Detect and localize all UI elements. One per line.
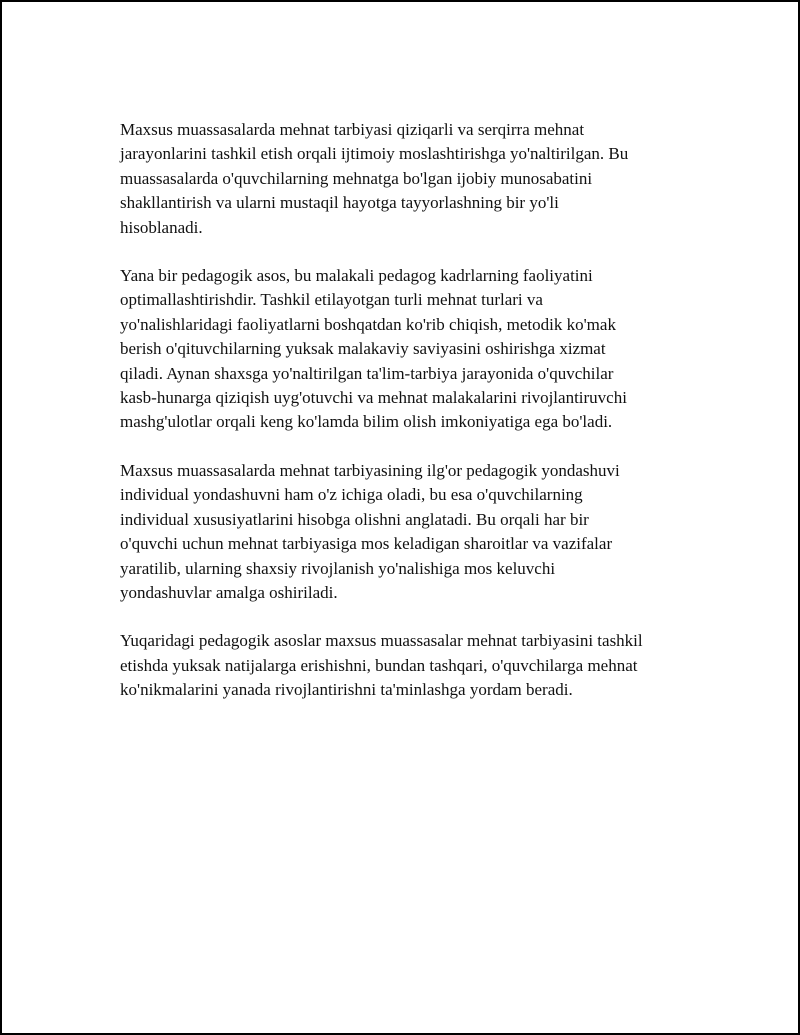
text-line: yaratilib, ularning shaxsiy rivojlanish yo'nalishiga mos keluvchi (120, 558, 556, 578)
text-line: optimallashtirishdir. Tashkil etilayotgan turli mehnat turlari va (120, 290, 543, 310)
text-line: qiladi. Aynan shaxsga yo'naltirilgan ta'lim-tarbiya jarayonida o'quvchilar (120, 363, 614, 383)
text-line: berish o'qituvchilarning yuksak malakaviy saviyasini oshirishga xizmat (120, 339, 606, 359)
text-line: o'quvchi uchun mehnat tarbiyasiga mos keladigan sharoitlar va vazifalar (120, 534, 613, 554)
text-line: kasb-hunarga qiziqish uyg'otuvchi va mehnat malakalarini rivojlantiruvchi (120, 388, 627, 408)
text-line: Maxsus muassasalarda mehnat tarbiyasi qiziqarli va serqirra mehnat (120, 120, 585, 139)
text-line: etishda yuksak natijalarga erishishni, bundan tashqari, o'quvchilarga mehnat (120, 655, 638, 675)
text-line: jarayonlarini tashkil etish orqali ijtimoiy moslashtirishga yo'naltirilgan. Bu (120, 144, 629, 164)
paragraph-2 (120, 264, 710, 435)
text-line: muassasalarda o'quvchilarning mehnatga bo'lgan ijobiy munosabatini (120, 168, 593, 188)
text-line: Yuqaridagi pedagogik asoslar maxsus muassasalar mehnat tarbiyasini tashkil (120, 631, 643, 651)
text-line: Yana bir pedagogik asos, bu malakali pedagog kadrlarning faoliyatini (120, 266, 593, 286)
text-line: mashg'ulotlar orqali keng ko'lamda bilim olish imkoniyatiga ega bo'ladi. (120, 412, 613, 432)
paragraph-4 (120, 629, 710, 702)
text-line: individual yondashuvni ham o'z ichiga oladi, bu esa o'quvchilarning (120, 485, 583, 505)
text-line: shakllantirish va ularni mustaqil hayotga tayyorlashning bir yo'li (120, 193, 559, 213)
text-line: ko'nikmalarini yanada rivojlantirishni ta'minlashga yordam beradi. (120, 680, 573, 700)
text-line: yondashuvlar amalga oshiriladi. (120, 582, 338, 602)
paragraph-3 (120, 459, 710, 605)
paragraph-1 (120, 118, 710, 240)
text-line: Maxsus muassasalarda mehnat tarbiyasining ilg'or pedagogik yondashuvi (120, 460, 620, 480)
document-body (120, 118, 710, 727)
text-line: hisoblanadi. (120, 217, 203, 237)
text-line: yo'nalishlaridagi faoliyatlarni boshqatdan ko'rib chiqish, metodik ko'mak (120, 314, 616, 334)
text-line: individual xususiyatlarini hisobga olishni anglatadi. Bu orqali har bir (120, 509, 589, 529)
